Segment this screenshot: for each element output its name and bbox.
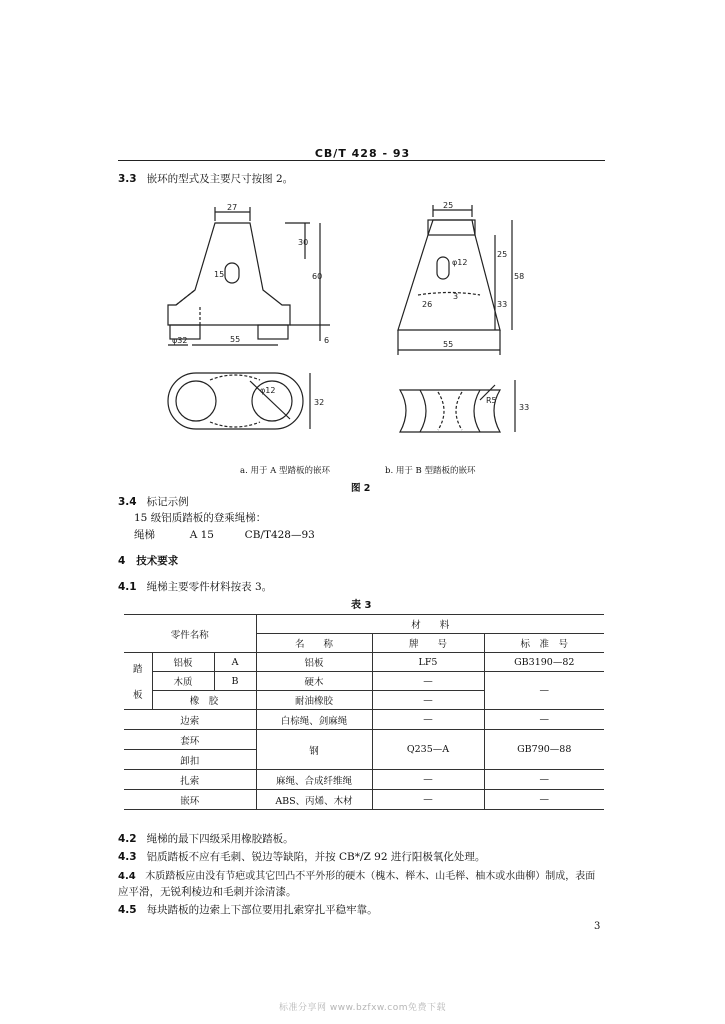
cell-name: 耐油橡胶: [256, 691, 372, 710]
figure-2-drawing: [150, 195, 610, 475]
clause-4-3: [118, 849, 485, 864]
table-row: [124, 672, 604, 691]
cell-grade: —: [372, 691, 484, 710]
table-header-row-1: [124, 615, 604, 634]
caption-b: b. 用于 B 型踏板的嵌环: [385, 466, 476, 476]
dim-b-total-h: 58: [514, 272, 525, 281]
table-row: [124, 790, 604, 810]
cell-standard: GB3190—82: [484, 653, 604, 672]
cell-name: 白棕绳、剑麻绳: [256, 710, 372, 730]
clause-4-2: [118, 831, 294, 846]
cell-part: 边索: [124, 710, 256, 730]
section-4-1: [118, 579, 272, 594]
clause-text: 铝质踏板不应有毛刺、锐边等缺陷，并按 CB*/Z 92 进行阳极氧化处理。: [146, 851, 486, 863]
clause-num: 4.5: [118, 904, 137, 916]
dim-a-base-w: 55: [230, 335, 241, 344]
section-3-3: [118, 171, 293, 186]
table-row: [124, 653, 604, 672]
cell-part: 套环: [124, 730, 256, 750]
dim-a-total-h: 60: [312, 272, 323, 281]
dim-b-small: 3: [453, 292, 459, 301]
cell-standard: GB790—88: [484, 730, 604, 770]
dim-a-left: φ32: [172, 336, 188, 345]
dim-a-plan-d: φ12: [260, 386, 276, 395]
clause-text: 每块踏板的边索上下部位要用扎索穿扎平稳牢靠。: [146, 904, 378, 916]
cell-grade: Q235—A: [372, 730, 484, 770]
section-3-3-text: 嵌环的型式及主要尺寸按图 2。: [146, 173, 294, 185]
hdr-material: 材 料: [256, 615, 604, 634]
cell-name: 钢: [256, 730, 372, 770]
section-3-4: [118, 494, 189, 509]
marking-code: A 15: [189, 529, 214, 541]
marking-example: [134, 527, 315, 542]
cell-standard: —: [484, 790, 604, 810]
section-4-1-num: 4.1: [118, 581, 137, 593]
drawing-b-plan-labels: [486, 396, 529, 412]
cell-part: 木质: [152, 672, 214, 691]
dim-b-hole: φ12: [452, 258, 468, 267]
group-label-2: 板: [132, 690, 143, 701]
clause-4-4-cont: 应平滑，无锐利棱边和毛刺并涂清漆。: [118, 886, 297, 898]
drawing-a-elevation: [168, 207, 330, 345]
section-4-1-text: 绳梯主要零件材料按表 3。: [146, 581, 273, 593]
dim-a-top-width: 27: [227, 203, 238, 212]
cell-grade: —: [372, 710, 484, 730]
header-rule: [118, 160, 605, 161]
section-3-4-num: 3.4: [118, 496, 137, 508]
dim-b-plan-r: R5: [486, 396, 497, 405]
cell-name: 硬木: [256, 672, 372, 691]
dim-b-upper-h: 25: [497, 250, 508, 259]
dim-b-base-w: 55: [443, 340, 454, 349]
hdr-grade: 牌 号: [372, 634, 484, 653]
clause-num: 4.3: [118, 851, 137, 863]
dim-b-top-width: 25: [443, 201, 454, 210]
cell-type: B: [214, 672, 256, 691]
table-row: [124, 710, 604, 730]
section-3-4-title: 标记示例: [146, 496, 189, 508]
section-4-title: 技术要求: [136, 555, 179, 567]
cell-grade: —: [372, 790, 484, 810]
marking-intro: 15 级铝质踏板的登乘绳梯：: [134, 512, 267, 524]
material-table: [124, 614, 604, 810]
cell-part: 嵌环: [124, 790, 256, 810]
drawing-b-plan: [400, 380, 515, 432]
cell-part: 铝板: [152, 653, 214, 672]
cell-part: 扎索: [124, 770, 256, 790]
cell-standard: —: [484, 710, 604, 730]
group-label: [124, 653, 152, 710]
clause-text: 绳梯的最下四级采用橡胶踏板。: [146, 833, 294, 845]
dim-b-lower-h: 33: [497, 300, 508, 309]
hdr-standard: 标 准 号: [484, 634, 604, 653]
dim-a-foot: 6: [324, 336, 330, 345]
hdr-part: 零件名称: [124, 615, 256, 653]
cell-name: 铝板: [256, 653, 372, 672]
cell-type: A: [214, 653, 256, 672]
clause-num: 4.4: [118, 871, 136, 882]
dim-a-slot-h: 15: [214, 270, 225, 279]
hdr-name: 名 称: [256, 634, 372, 653]
marking-std: CB/T428—93: [244, 529, 315, 541]
page-number: 3: [594, 921, 601, 932]
dim-a-plan-h: 32: [314, 398, 325, 407]
figure-label: 图 2: [351, 483, 371, 494]
cell-part: 卸扣: [124, 750, 256, 770]
clause-4-5: [118, 902, 378, 917]
dim-b-plan-h: 33: [519, 403, 530, 412]
drawing-a-plan: [168, 373, 310, 429]
section-4: [118, 553, 178, 568]
cell-grade: —: [372, 672, 484, 691]
clause-num: 4.2: [118, 833, 137, 845]
table-caption: 表 3: [351, 600, 372, 611]
dim-b-inner: 26: [422, 300, 433, 309]
clause-text: 木质踏板应由没有节疤或其它凹凸不平外形的硬木（槐木、榉木、山毛榉、柚木或水曲柳）制成，表面: [145, 871, 596, 882]
cell-part: 橡 胶: [152, 691, 256, 710]
group-label-1: 踏: [132, 664, 143, 675]
standard-code-header: CB/T 428 - 93: [314, 147, 411, 160]
cell-name: ABS、丙烯、木材: [256, 790, 372, 810]
section-3-3-num: 3.3: [118, 173, 137, 185]
watermark: 标准分享网 www.bzfxw.com免费下载: [278, 1003, 447, 1013]
table-row: [124, 730, 604, 750]
section-4-num: 4: [118, 555, 126, 567]
table-row: [124, 770, 604, 790]
cell-standard: —: [484, 770, 604, 790]
marking-name: 绳梯: [134, 529, 155, 541]
cell-standard: —: [484, 672, 604, 710]
dim-a-upper-h: 30: [298, 238, 309, 247]
cell-grade: LF5: [372, 653, 484, 672]
drawing-b-elevation: [398, 205, 512, 355]
cell-grade: —: [372, 770, 484, 790]
clause-4-4: [118, 867, 595, 882]
cell-name: 麻绳、合成纤维绳: [256, 770, 372, 790]
caption-a: a. 用于 A 型踏板的嵌环: [240, 466, 331, 476]
